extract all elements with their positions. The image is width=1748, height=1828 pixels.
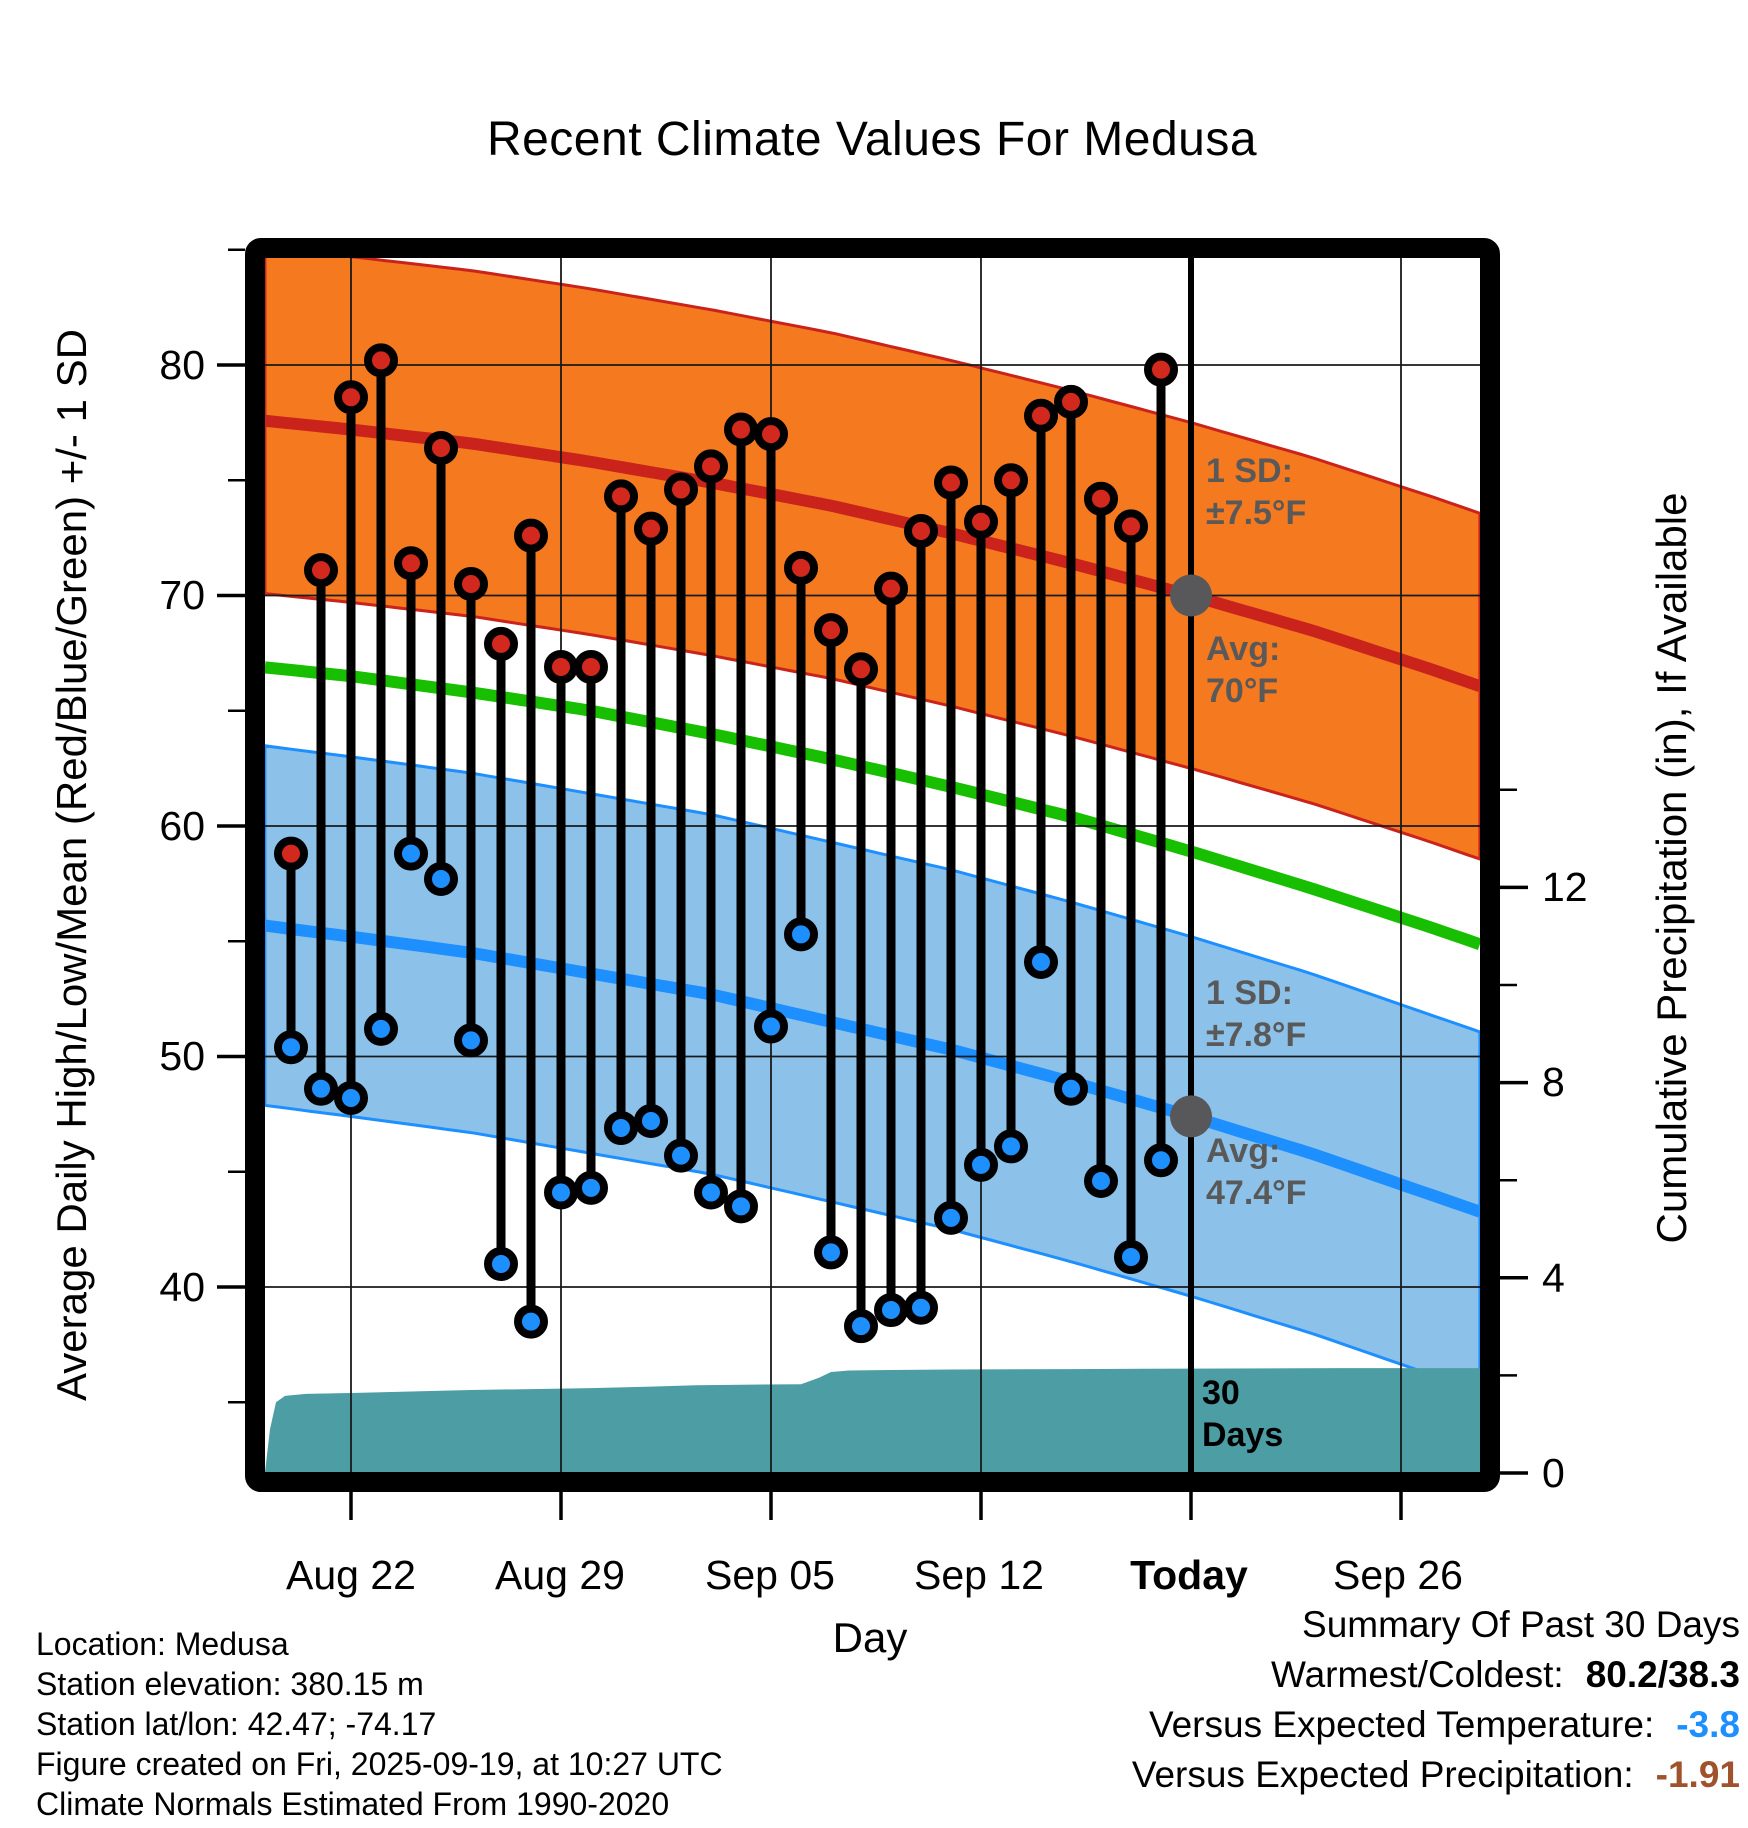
figure-created: Figure created on Fri, 2025-09-19, at 10:27 UTC: [36, 1746, 723, 1782]
y-right-tick-4: 4: [1542, 1255, 1565, 1301]
summary-vs-temperature-label: Versus Expected Temperature:: [1148, 1704, 1655, 1745]
summary-past-30-days: [1132, 1600, 1740, 1800]
annotation-high-sd: [1206, 450, 1306, 534]
y-left-axis-label: Average Daily High/Low/Mean (Red/Blue/Green) +/- 1 SD: [48, 329, 95, 1401]
summary-vs-temperature-value: -3.8: [1676, 1704, 1740, 1745]
summary-warmest-coldest-value: 80.2/38.3: [1585, 1654, 1740, 1695]
annotation-high-sd-line1: 1 SD:: [1206, 452, 1293, 490]
summary-warmest-coldest-label: Warmest/Coldest:: [1271, 1654, 1564, 1695]
station-latlon: Station lat/lon: 42.47; -74.17: [36, 1706, 437, 1742]
y-right-axis-label: Cumulative Precipitation (in), If Available: [1648, 492, 1695, 1244]
y-left-tick-60: 60: [159, 803, 205, 849]
y-left-tick-40: 40: [159, 1264, 205, 1310]
summary-vs-precipitation-label: Versus Expected Precipitation:: [1131, 1754, 1634, 1795]
station-elevation: Station elevation: 380.15 m: [36, 1666, 424, 1702]
y-left-tick-80: 80: [159, 342, 205, 388]
annotation-high-avg-line1: Avg:: [1206, 630, 1281, 668]
annotation-30-days: [1202, 1372, 1283, 1456]
summary-vs-precipitation: [1132, 1750, 1740, 1800]
summary-vs-precipitation-value: -1.91: [1655, 1754, 1740, 1795]
x-tick-aug29: Aug 29: [495, 1552, 625, 1598]
today-high-avg-marker: [1170, 575, 1212, 617]
x-tick-sep05: Sep 05: [705, 1552, 835, 1598]
x-tick-today: Today: [1130, 1552, 1248, 1598]
annotation-low-sd: [1206, 972, 1306, 1056]
y-right-tick-8: 8: [1542, 1059, 1565, 1105]
chart-title: Recent Climate Values For Medusa: [486, 113, 1258, 166]
y-right-tick-12: 12: [1542, 864, 1588, 910]
low-temp-normal-band: [265, 746, 1480, 1392]
annotation-high-avg: [1206, 628, 1280, 712]
y-left-tick-50: 50: [159, 1033, 205, 1079]
x-tick-sep12: Sep 12: [914, 1552, 1044, 1598]
y-left-tick-70: 70: [159, 572, 205, 618]
annotation-30-days-line2: Days: [1202, 1416, 1284, 1454]
annotation-high-avg-line2: 70°F: [1206, 672, 1279, 710]
annotation-low-avg-line1: Avg:: [1206, 1132, 1281, 1170]
summary-heading: Summary Of Past 30 Days: [1302, 1604, 1740, 1645]
summary-warmest-coldest: [1132, 1650, 1740, 1700]
annotation-low-sd-line2: ±7.8°F: [1206, 1016, 1307, 1054]
summary-vs-temperature: [1132, 1700, 1740, 1750]
annotation-30-days-line1: 30: [1202, 1374, 1240, 1412]
x-tick-aug22: Aug 22: [286, 1552, 416, 1598]
station-location: Location: Medusa: [36, 1626, 289, 1662]
y-right-tick-0: 0: [1542, 1450, 1565, 1496]
annotation-low-avg: [1206, 1130, 1307, 1214]
plot-area: [265, 248, 1480, 1473]
station-info: [36, 1624, 723, 1824]
annotation-high-sd-line2: ±7.5°F: [1206, 494, 1307, 532]
x-axis-title: Day: [832, 1614, 908, 1661]
annotation-low-sd-line1: 1 SD:: [1206, 974, 1293, 1012]
climate-normals-note: Climate Normals Estimated From 1990-2020: [36, 1786, 670, 1822]
annotation-low-avg-line2: 47.4°F: [1206, 1174, 1307, 1212]
x-tick-sep26: Sep 26: [1333, 1552, 1463, 1598]
cumulative-precip-area: [265, 1368, 1480, 1473]
